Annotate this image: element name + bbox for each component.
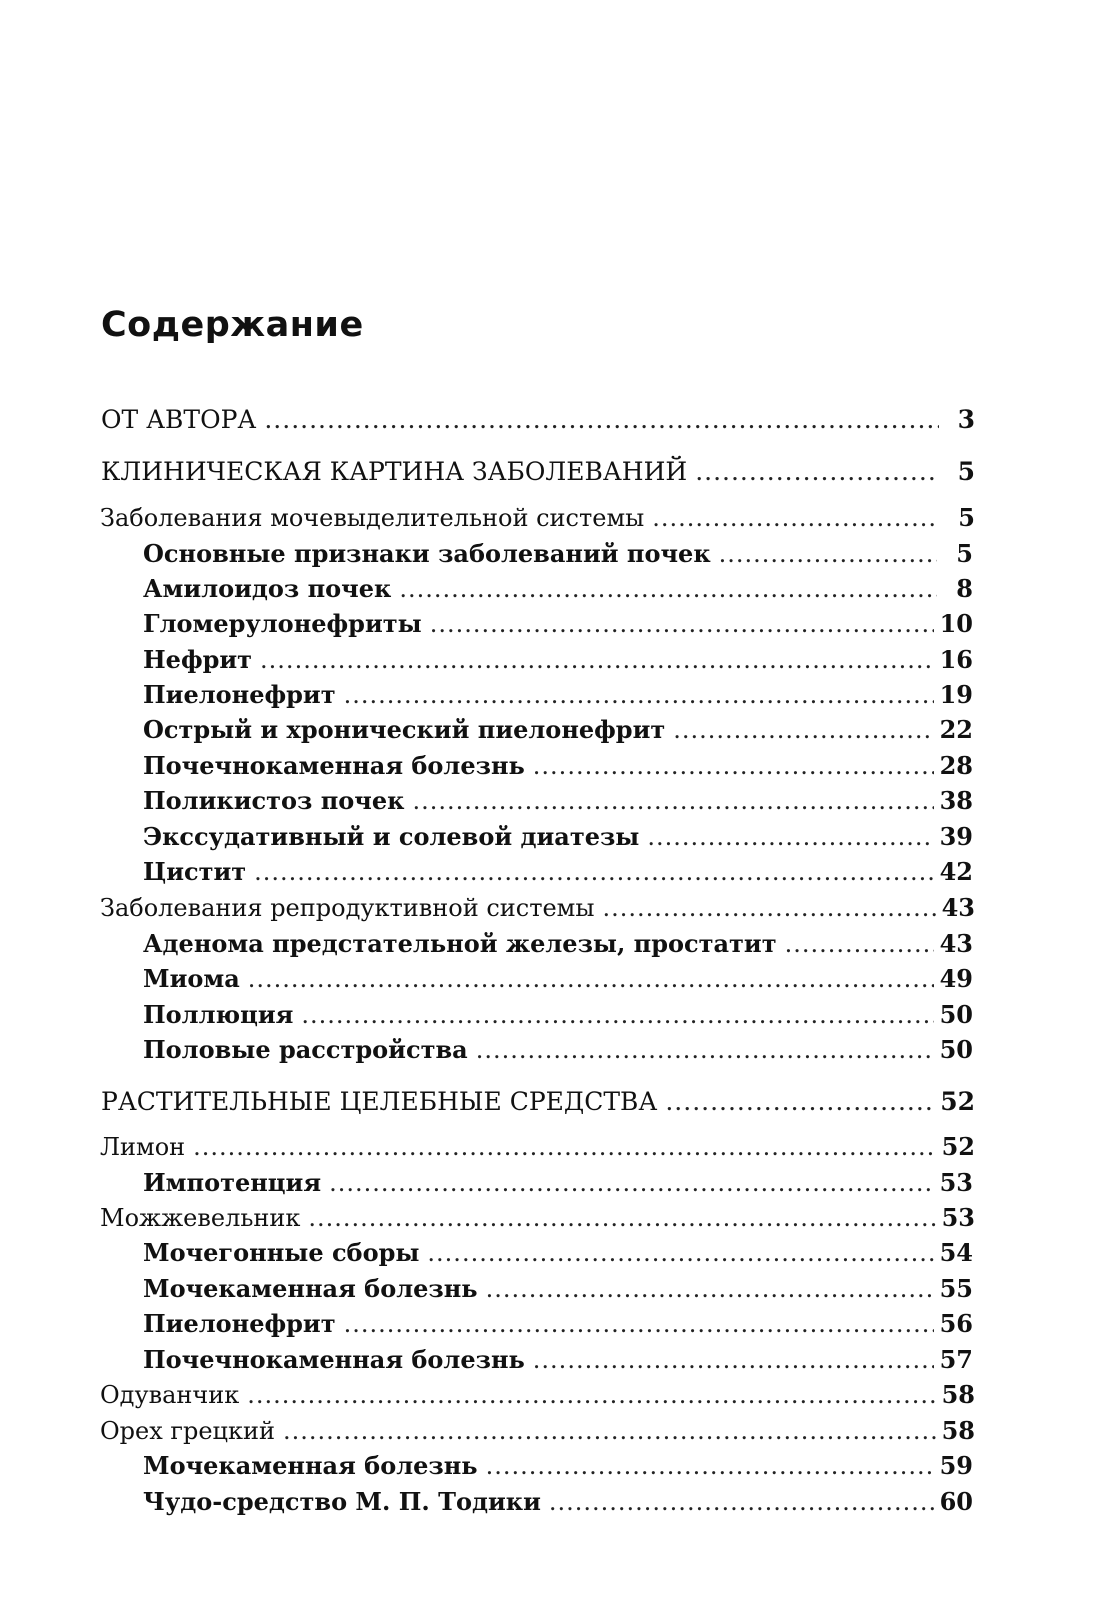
dot-leader xyxy=(427,1236,933,1270)
toc-entry-title: Острый и хронический пиелонефрит xyxy=(143,715,666,744)
dot-leader xyxy=(329,1166,934,1200)
toc-entry-title: Поликистоз почек xyxy=(143,786,405,815)
toc-entry-page-number: 50 xyxy=(939,1000,973,1029)
toc-entry-page-number: 19 xyxy=(939,680,973,709)
dot-leader xyxy=(283,1414,936,1448)
toc-entry[interactable] xyxy=(143,1449,973,1483)
toc-entry-title: Почечнокаменная болезнь xyxy=(143,1345,525,1374)
toc-entry[interactable] xyxy=(100,1201,975,1235)
dot-leader xyxy=(673,713,933,747)
dot-leader xyxy=(647,820,933,854)
dot-leader xyxy=(785,927,934,961)
toc-entry[interactable] xyxy=(143,1272,973,1306)
toc-entry-page-number: 53 xyxy=(941,1203,975,1232)
toc-entry[interactable] xyxy=(143,820,973,854)
dot-leader xyxy=(193,1130,935,1164)
toc-entry-page-number: 8 xyxy=(956,574,973,603)
dot-leader xyxy=(308,1201,935,1235)
toc-entry[interactable] xyxy=(100,891,975,925)
toc-entry-title: Лимон xyxy=(100,1133,186,1161)
toc-entry-title: Основные признаки заболеваний почек xyxy=(143,539,711,568)
page-title: Содержание xyxy=(101,305,364,345)
dot-leader xyxy=(652,501,939,535)
toc-entry[interactable] xyxy=(143,572,973,606)
dot-leader xyxy=(719,537,937,571)
toc-entry-page-number: 42 xyxy=(939,857,973,886)
toc-entry-title: Амилоидоз почек xyxy=(143,574,392,603)
dot-leader xyxy=(486,1449,934,1483)
dot-leader xyxy=(486,1272,934,1306)
toc-entry-page-number: 58 xyxy=(941,1416,975,1445)
toc-entry-title: Мочекаменная болезнь xyxy=(143,1451,478,1480)
toc-entry[interactable] xyxy=(143,1236,973,1270)
toc-entry-page-number: 28 xyxy=(939,751,973,780)
toc-entry-page-number: 5 xyxy=(956,539,973,568)
toc-entry[interactable] xyxy=(143,607,973,641)
dot-leader xyxy=(344,678,934,712)
toc-entry[interactable] xyxy=(143,1166,973,1200)
toc-entry-title: Мочегонные сборы xyxy=(143,1238,420,1267)
dot-leader xyxy=(260,643,934,677)
toc-entry-title: Пиелонефрит xyxy=(143,1309,336,1338)
toc-entry-title: Можжевельник xyxy=(100,1204,301,1232)
toc-entry[interactable] xyxy=(143,1485,973,1519)
toc-entry-page-number: 3 xyxy=(957,405,975,434)
toc-entry-title: Поллюция xyxy=(143,1000,294,1029)
toc-entry[interactable] xyxy=(143,643,973,677)
toc-entry-title: Чудо-средство М. П. Тодики xyxy=(143,1487,541,1516)
toc-entry-title: КЛИНИЧЕСКАЯ КАРТИНА ЗАБОЛЕВАНИЙ xyxy=(101,457,688,486)
toc-entry-page-number: 60 xyxy=(939,1487,973,1516)
toc-entry-page-number: 43 xyxy=(941,893,975,922)
toc-entry-page-number: 54 xyxy=(939,1238,973,1267)
toc-entry[interactable] xyxy=(143,998,973,1032)
toc-entry-title: Почечнокаменная болезнь xyxy=(143,751,525,780)
toc-entry-title: Гломерулонефриты xyxy=(143,609,422,638)
dot-leader xyxy=(248,962,934,996)
dot-leader xyxy=(533,1343,934,1377)
toc-entry-page-number: 59 xyxy=(939,1451,973,1480)
toc-entry[interactable] xyxy=(101,1085,975,1119)
toc-entry-title: Одуванчик xyxy=(100,1381,240,1409)
toc-entry[interactable] xyxy=(143,1343,973,1377)
toc-entry-page-number: 10 xyxy=(939,609,973,638)
dot-leader xyxy=(549,1485,934,1519)
toc-entry-title: Цистит xyxy=(143,857,247,886)
toc-entry[interactable] xyxy=(143,537,973,571)
toc-entry[interactable] xyxy=(143,927,973,961)
toc-entry[interactable] xyxy=(143,1033,973,1067)
dot-leader xyxy=(344,1307,934,1341)
toc-entry-page-number: 39 xyxy=(939,822,973,851)
toc-entry[interactable] xyxy=(143,713,973,747)
dot-leader xyxy=(430,607,934,641)
toc-entry-title: Аденома предстательной железы, простатит xyxy=(143,929,777,958)
dot-leader xyxy=(412,784,933,818)
toc-entry-page-number: 57 xyxy=(939,1345,973,1374)
toc-entry-page-number: 5 xyxy=(958,503,975,532)
toc-entry-page-number: 38 xyxy=(939,786,973,815)
toc-entry-title: Импотенция xyxy=(143,1168,322,1197)
dot-leader xyxy=(264,403,939,437)
toc-entry-title: Мочекаменная болезнь xyxy=(143,1274,478,1303)
toc-entry[interactable] xyxy=(143,784,973,818)
toc-entry-page-number: 5 xyxy=(957,457,975,486)
toc-entry[interactable] xyxy=(101,455,975,489)
toc-entry-title: Нефрит xyxy=(143,645,253,674)
toc-entry[interactable] xyxy=(100,501,975,535)
toc-entry[interactable] xyxy=(100,1414,975,1448)
dot-leader xyxy=(247,1378,935,1412)
dot-leader xyxy=(665,1085,934,1119)
toc-entry-page-number: 58 xyxy=(941,1380,975,1409)
toc-entry-page-number: 52 xyxy=(941,1132,975,1161)
toc-entry-title: Экссудативный и солевой диатезы xyxy=(143,822,640,851)
toc-entry[interactable] xyxy=(143,749,973,783)
toc-entry[interactable] xyxy=(143,855,973,889)
dot-leader xyxy=(476,1033,934,1067)
toc-entry-title: Заболевания репродуктивной системы xyxy=(100,894,595,922)
toc-entry-title: Половые расстройства xyxy=(143,1035,468,1064)
dot-leader xyxy=(602,891,935,925)
dot-leader xyxy=(533,749,934,783)
toc-entry-page-number: 52 xyxy=(940,1087,975,1116)
toc-entry-title: Орех грецкий xyxy=(100,1417,275,1445)
toc-entry-title: Миома xyxy=(143,964,240,993)
toc-entry-title: РАСТИТЕЛЬНЫЕ ЦЕЛЕБНЫЕ СРЕДСТВА xyxy=(101,1087,658,1116)
dot-leader xyxy=(399,572,937,606)
toc-entry-page-number: 55 xyxy=(939,1274,973,1303)
toc-entry-page-number: 43 xyxy=(939,929,973,958)
dot-leader xyxy=(254,855,933,889)
toc-entry-title: ОТ АВТОРА xyxy=(101,405,257,434)
toc-entry-page-number: 56 xyxy=(939,1309,973,1338)
toc-entry[interactable] xyxy=(100,1378,975,1412)
dot-leader xyxy=(301,998,933,1032)
dot-leader xyxy=(695,455,939,489)
toc-entry-title: Пиелонефрит xyxy=(143,680,336,709)
toc-entry-page-number: 22 xyxy=(939,715,973,744)
toc-entry-title: Заболевания мочевыделительной системы xyxy=(100,504,645,532)
toc-entry[interactable] xyxy=(143,678,973,712)
toc-entry[interactable] xyxy=(100,1130,975,1164)
toc-entry-page-number: 16 xyxy=(939,645,973,674)
toc-entry[interactable] xyxy=(143,1307,973,1341)
toc-entry-page-number: 53 xyxy=(939,1168,973,1197)
toc-entry[interactable] xyxy=(143,962,973,996)
toc-entry-page-number: 50 xyxy=(939,1035,973,1064)
toc-entry[interactable] xyxy=(101,403,975,437)
toc-entry-page-number: 49 xyxy=(939,964,973,993)
